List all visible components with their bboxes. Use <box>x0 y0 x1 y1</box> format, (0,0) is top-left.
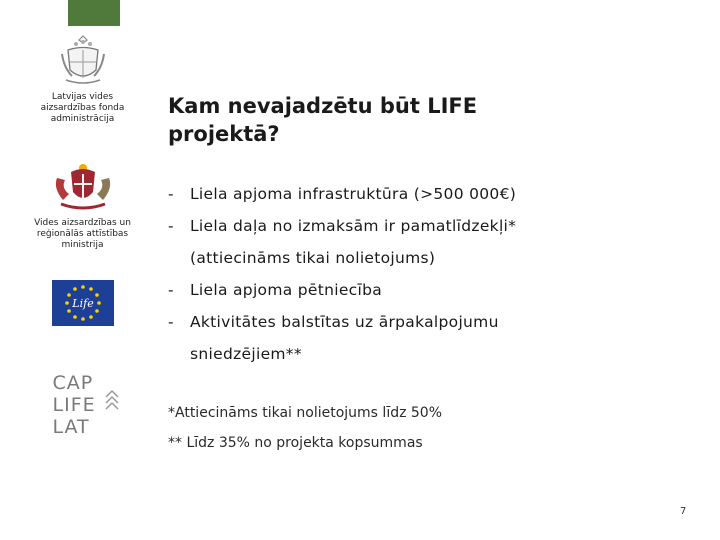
chevrons-up-icon <box>105 390 119 412</box>
varam-caption-line: Vides aizsardzības un <box>34 218 131 228</box>
title-line: projektā? <box>168 122 280 146</box>
bullet-continuation <box>168 338 688 370</box>
title-line: Kam nevajadzētu būt LIFE <box>168 94 478 118</box>
bullet-dash: - <box>168 185 174 203</box>
footnote: ** Līdz 35% no projekta kopsummas <box>168 435 423 451</box>
bullet-dash: - <box>168 281 174 299</box>
lvafa-caption-line: Latvijas vides <box>51 92 114 102</box>
varam-caption-line: ministrija <box>61 240 104 250</box>
bullet-dash: - <box>168 217 174 235</box>
bullet-text: (attiecināms tikai nolietojums) <box>190 249 436 267</box>
page-number: 7 <box>680 506 687 517</box>
bullet-item <box>168 210 688 242</box>
footnotes <box>168 398 688 458</box>
latvian-large-coat-of-arms-icon <box>47 160 119 212</box>
bullet-continuation <box>168 242 688 274</box>
footnote: *Attiecināms tikai nolietojums līdz 50% <box>168 405 443 421</box>
bullet-text: Liela daļa no izmaksām ir pamatlīdzekļi* <box>190 217 517 235</box>
cap-life-lat-logo <box>0 372 165 438</box>
bullet-text: sniedzējiem** <box>190 345 302 363</box>
cap-logo-line: LAT <box>52 416 90 438</box>
cap-life-lat-icon <box>53 372 113 438</box>
eu-life-flag-icon <box>52 280 114 326</box>
life-text: Life <box>71 297 94 310</box>
lvafa-caption-line: administrācija <box>50 114 115 124</box>
latvian-coat-of-arms-icon <box>58 34 108 86</box>
lvafa-logo <box>0 34 165 125</box>
lvafa-caption-line: aizsardzības fonda <box>40 103 125 113</box>
varam-logo <box>0 160 165 251</box>
bullet-item <box>168 274 688 306</box>
partner-logos <box>0 0 165 540</box>
bullet-item <box>168 178 688 210</box>
cap-logo-line: LIFE <box>52 394 96 416</box>
bullet-list <box>168 178 688 370</box>
cap-logo-line: CAP <box>52 372 94 394</box>
bullet-text: Liela apjoma infrastruktūra (>500 000€) <box>190 185 517 203</box>
bullet-item <box>168 306 688 338</box>
eu-life-logo <box>0 280 165 330</box>
bullet-dash: - <box>168 313 174 331</box>
bullet-text: Liela apjoma pētniecība <box>190 281 383 299</box>
bullet-text: Aktivitātes balstītas uz ārpakalpojumu <box>190 313 499 331</box>
slide-title <box>168 92 688 148</box>
varam-caption-line: reģionālās attīstības <box>36 229 129 239</box>
